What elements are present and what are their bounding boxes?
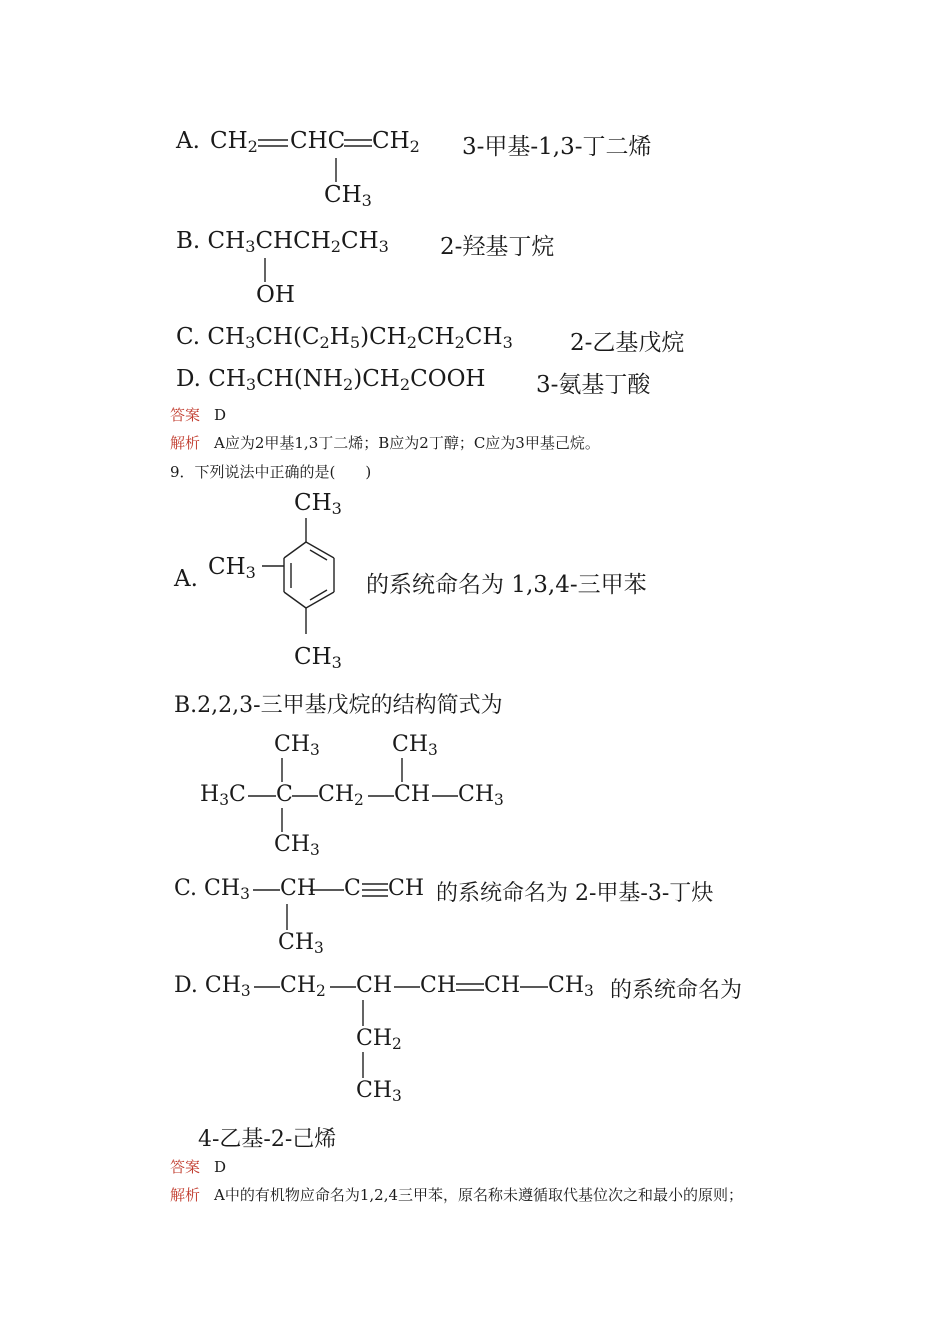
q9-b-end-methyl: $CH_3$ bbox=[458, 782, 504, 809]
q9-d-formula: D. $CH_3$ bbox=[174, 973, 251, 1000]
q9-d-ch-b: CH bbox=[420, 973, 457, 998]
q9-stem: 9．下列说法中正确的是( ) bbox=[170, 463, 372, 481]
q8-option-c-name: 2-乙基戊烷 bbox=[570, 330, 685, 356]
q9-b-top-methyl-2: $CH_3$ bbox=[392, 732, 438, 759]
q9-answer: 答案 D bbox=[170, 1158, 227, 1176]
q9-b-h3c: $H_3C$ bbox=[200, 782, 246, 809]
q9-b-ch: CH bbox=[394, 782, 431, 807]
q8-option-b-branch: OH bbox=[256, 282, 295, 308]
q9-a-top-methyl: $CH_3$ bbox=[294, 490, 342, 519]
q9-b-bottom-methyl: $CH_3$ bbox=[274, 832, 320, 859]
q9-d-name-cont: 4-乙基-2-己烯 bbox=[198, 1127, 337, 1152]
q9-a-bottom-methyl: $CH_3$ bbox=[294, 644, 342, 673]
q9-a-desc: 的系统命名为 1,3,4-三甲苯 bbox=[366, 572, 647, 598]
q9-b-top-methyl-1: $CH_3$ bbox=[274, 732, 320, 759]
q9-c-end-ch: CH bbox=[388, 876, 425, 901]
q8-answer: 答案 D bbox=[170, 406, 227, 424]
q8-analysis: 解析 A应为2甲基1,3丁二烯；B应为2丁醇；C应为3甲基己烷。 bbox=[170, 434, 600, 452]
q9-c-c: C bbox=[344, 876, 361, 901]
q8-option-a-formula: A. $CH_2$ CHC $CH_2$ bbox=[176, 128, 420, 157]
q8-option-c-formula: C. $CH_3CH(C_2H_5)CH_2CH_2CH_3$ bbox=[176, 324, 513, 353]
q8-option-d-formula: D. $CH_3CH(NH_2)CH_2COOH$ bbox=[176, 366, 486, 395]
q9-c-branch: $CH_3$ bbox=[278, 930, 324, 957]
q9-a-letter: A. bbox=[174, 566, 198, 592]
q9-b-quaternary-c: C bbox=[276, 782, 293, 807]
q9-b-ch2: $CH_2$ bbox=[318, 782, 364, 809]
q9-d-branch-ch3: $CH_3$ bbox=[356, 1078, 402, 1105]
q9-d-end-methyl: $CH_3$ bbox=[548, 973, 594, 1000]
q8-option-b-formula: B. $CH_3CHCH_2CH_3$ bbox=[176, 228, 389, 257]
q9-d-ch2: $CH_2$ bbox=[280, 973, 326, 1000]
q8-option-a-branch: $CH_3$ bbox=[324, 182, 372, 211]
q9-d-ch-a: CH bbox=[356, 973, 393, 998]
q9-c-desc: 的系统命名为 2-甲基-3-丁炔 bbox=[436, 881, 714, 906]
q9-a-left-methyl: $CH_3$ bbox=[208, 554, 256, 583]
q9-analysis: 解析 A中的有机物应命名为1,2,4三甲苯，原名称未遵循取代基位次之和最小的原则； bbox=[170, 1186, 744, 1204]
q9-d-desc: 的系统命名为 bbox=[610, 978, 743, 1003]
q9-b-desc: B.2,2,3-三甲基戊烷的结构简式为 bbox=[174, 693, 503, 718]
q9-d-branch-ch2: $CH_2$ bbox=[356, 1026, 402, 1053]
q8-option-a-name: 3-甲基-1,3-丁二烯 bbox=[462, 134, 652, 160]
q9-c-formula: C. $CH_3$ bbox=[174, 876, 250, 903]
q9-c-ch: CH bbox=[280, 876, 317, 901]
q9-d-ch-c: CH bbox=[484, 973, 521, 998]
q8-option-d-name: 3-氨基丁酸 bbox=[536, 372, 651, 398]
q8-option-b-name: 2-羟基丁烷 bbox=[440, 234, 555, 260]
